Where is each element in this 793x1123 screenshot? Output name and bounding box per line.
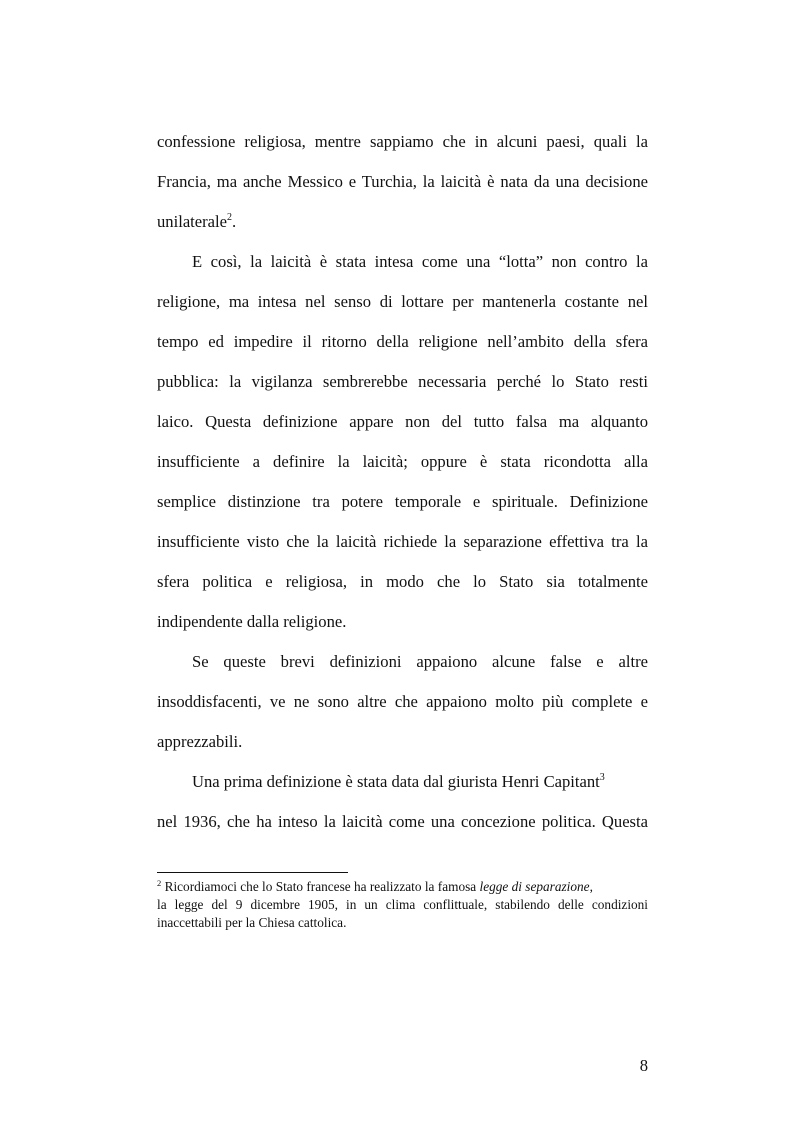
body-line: nel 1936, che ha inteso la laicità come una concezione politica. Questa — [157, 812, 648, 831]
body-line: insufficiente visto che la laicità richiede la separazione effettiva tra la — [157, 532, 648, 551]
footnote-emphasis: legge di separazione — [479, 879, 590, 894]
body-line: tempo ed impedire il ritorno della religione nell’ambito della sfera — [157, 332, 648, 351]
body-line: apprezzabili. — [157, 732, 243, 751]
body-line: Francia, ma anche Messico e Turchia, la laicità è nata da una decisione — [157, 172, 648, 191]
footnote-reference: 2 — [227, 212, 233, 223]
body-line: laico. Questa definizione appare non del tutto falsa ma alquanto — [157, 412, 648, 431]
footnote-line: la legge del 9 dicembre 1905, in un clima conflittuale, stabilendo delle condizioni — [157, 897, 648, 912]
body-line — [157, 212, 648, 232]
body-text: Una prima definizione è stata data dal giurista Henri Capitant — [192, 772, 600, 791]
body-line: religione, ma intesa nel senso di lottare per mantenerla costante nel — [157, 292, 648, 311]
body-text: . — [232, 212, 237, 231]
body-line: indipendente dalla religione. — [157, 612, 347, 631]
paragraph-first-line — [192, 772, 648, 792]
body-text: unilaterale — [157, 212, 228, 231]
footnote-text: , — [589, 879, 593, 894]
footnote-line — [157, 878, 648, 895]
body-line: sfera politica e religiosa, in modo che lo Stato sia totalmente — [157, 572, 648, 591]
body-line: confessione religiosa, mentre sappiamo che in alcuni paesi, quali la — [157, 132, 648, 151]
paragraph-first-line: E così, la laicità è stata intesa come una “lotta” non contro la — [192, 252, 648, 271]
footnote-reference: 3 — [599, 772, 605, 783]
footnote-text: Ricordiamoci che lo Stato francese ha realizzato la famosa — [161, 879, 480, 894]
footnote-separator — [157, 872, 348, 873]
footnote-line: inaccettabili per la Chiesa cattolica. — [157, 915, 347, 930]
body-line: semplice distinzione tra potere temporale e spirituale. Definizione — [157, 492, 648, 511]
body-line: insufficiente a definire la laicità; oppure è stata ricondotta alla — [157, 452, 648, 471]
paragraph-first-line: Se queste brevi definizioni appaiono alcune false e altre — [192, 652, 648, 671]
footnote-number: 2 — [157, 878, 162, 888]
body-line: pubblica: la vigilanza sembrerebbe necessaria perché lo Stato resti — [157, 372, 648, 391]
body-line: insoddisfacenti, ve ne sono altre che appaiono molto più complete e — [157, 692, 648, 711]
page-number: 8 — [639, 1056, 648, 1075]
